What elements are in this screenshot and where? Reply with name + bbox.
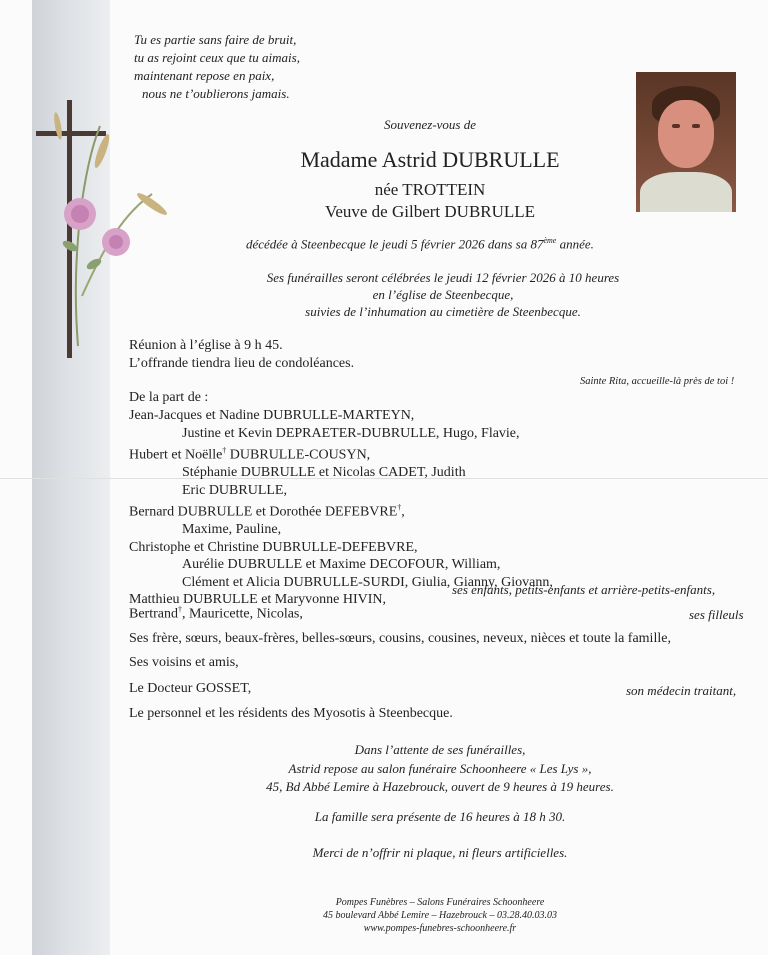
docteur-name: Le Docteur GOSSET, bbox=[129, 681, 252, 696]
footer-company: Pompes Funèbres – Salons Funéraires Schoonheere bbox=[335, 897, 545, 908]
deces-text: décédée à Steenbecque le jeudi 5 février 2026 dans sa 87ème année. bbox=[246, 236, 594, 252]
poem bbox=[134, 31, 300, 103]
funerailles bbox=[232, 269, 654, 320]
presente-text: La famille sera présente de 16 heures à 18 h 30. bbox=[314, 809, 566, 824]
attente-line: 45, Bd Abbé Lemire à Hazebrouck, ouvert de 9 heures à 19 heures. bbox=[266, 779, 614, 794]
family-line: Stéphanie DUBRULLE et Nicolas CADET, Judith bbox=[182, 465, 466, 481]
sainte-rita-text: Sainte Rita, accueille-là près de toi ! bbox=[580, 376, 735, 387]
attente-line: Astrid repose au salon funéraire Schoonheere « Les Lys », bbox=[288, 760, 592, 776]
poem-line: maintenant repose en paix, bbox=[134, 68, 275, 83]
voisins-text: Ses voisins et amis, bbox=[129, 655, 239, 670]
family-line: Aurélie DUBRULLE et Maxime DECOFOUR, William, bbox=[182, 557, 501, 573]
filleuls-names: Bertrand†, Mauricette, Nicolas, bbox=[129, 605, 303, 622]
maiden-name: née TROTTEIN bbox=[374, 180, 486, 199]
family-line: Christophe et Christine DUBRULLE-DEFEBVRE, bbox=[129, 539, 418, 555]
funerailles-line: Ses funérailles seront célébrées le jeudi 12 février 2026 à 10 heures bbox=[266, 270, 620, 285]
cross-roses-icon bbox=[30, 96, 180, 361]
poem-line: tu as rejoint ceux que tu aimais, bbox=[134, 50, 300, 65]
deceased-name: Madame Astrid DUBRULLE bbox=[300, 147, 560, 172]
attente-line: Dans l’attente de ses funérailles, bbox=[354, 742, 526, 757]
family-line: Clément et Alicia DUBRULLE-SURDI, Giulia, Gianny, Giovann, bbox=[182, 574, 553, 590]
family-line: Hubert et Noëlle† DUBRULLE-COUSYN, bbox=[129, 446, 371, 463]
funerailles-line: en l’église de Steenbecque, bbox=[372, 287, 514, 302]
family-list bbox=[129, 407, 553, 609]
offrande-text: L’offrande tiendra lieu de condoléances. bbox=[129, 356, 355, 371]
family-line: Maxime, Pauline, bbox=[182, 522, 282, 538]
family-line: Justine et Kevin DEPRAETER-DUBRULLE, Hugo, Flavie, bbox=[182, 425, 520, 441]
de-la-part: De la part de : bbox=[129, 390, 209, 405]
funerailles-line: suivies de l’inhumation au cimetière de Steenbecque. bbox=[305, 304, 581, 319]
docteur-role: son médecin traitant, bbox=[626, 683, 737, 698]
filleuls-role: ses filleuls bbox=[689, 607, 744, 622]
footer-website[interactable]: www.pompes-funebres-schoonheere.fr bbox=[363, 923, 517, 934]
poem-line: Tu es partie sans faire de bruit, bbox=[134, 32, 297, 47]
family-line: Matthieu DUBRULLE et Maryvonne HIVIN, bbox=[129, 592, 387, 608]
widow-of: Veuve de Gilbert DUBRULLE bbox=[324, 202, 536, 221]
souvenez-text: Souvenez-vous de bbox=[383, 117, 477, 132]
family-line: Eric DUBRULLE, bbox=[182, 482, 287, 498]
reunion-text: Réunion à l’église à 9 h 45. bbox=[129, 338, 283, 353]
freres-text: Ses frère, sœurs, beaux-frères, belles-sœurs, cousins, cousines, neveux, nièces et toute la famille, bbox=[129, 631, 671, 646]
attente-block bbox=[230, 741, 650, 797]
footer bbox=[260, 896, 620, 935]
family-line: Jean-Jacques et Nadine DUBRULLE-MARTEYN, bbox=[129, 408, 415, 423]
family-role: ses enfants, petits-enfants et arrière-petits-enfants, bbox=[452, 582, 716, 597]
personnel-text: Le personnel et les résidents des Myosotis à Steenbecque. bbox=[129, 706, 453, 721]
family-line: Bernard DUBRULLE et Dorothée DEFEBVRE†, bbox=[129, 503, 405, 520]
portrait-photo bbox=[636, 72, 736, 212]
merci-text: Merci de n’offrir ni plaque, ni fleurs artificielles. bbox=[312, 845, 568, 860]
footer-address: 45 boulevard Abbé Lemire – Hazebrouck – 03.28.40.03.03 bbox=[323, 910, 557, 921]
poem-line: nous ne t’oublierons jamais. bbox=[142, 86, 290, 101]
